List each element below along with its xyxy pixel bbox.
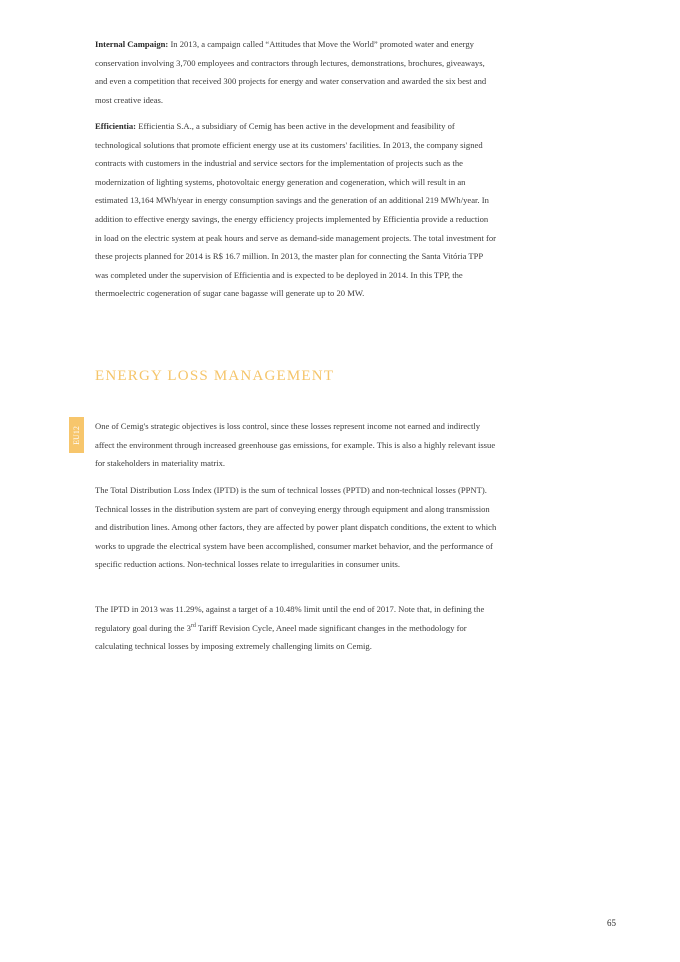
eu12-tag-label: EU12: [72, 425, 82, 445]
internal-campaign-paragraph: [95, 35, 497, 109]
iptd-2013-text-end: Tariff Revision Cycle, Aneel made significant changes in the methodology for calculating technical losses by imposing extremely challenging limits on Cemig.: [95, 622, 467, 652]
internal-campaign-label: Internal Campaign:: [95, 39, 169, 49]
internal-campaign-text: In 2013, a campaign called “Attitudes that Move the World” promoted water and energy conservation involving 3,700 employees and contractors through lectures, demonstrations, brochures, giveaways, and even a competition that received 300 projects for energy and water conservation and awarded the six best and most creative ideas.: [95, 39, 487, 105]
page-number: 65: [607, 918, 616, 928]
efficientia-text: Efficientia S.A., a subsidiary of Cemig has been active in the development and feasibility of technological solutions that promote efficient energy use at its customers' facilities. In 2013, the company signed contracts with customers in the industrial and service sectors for the implementation of projects such as the modernization of lighting systems, photovoltaic energy generation and cogeneration, which will result in an estimated 13,164 MWh/year in energy consumption savings and the generation of an additional 219 MWh/year. In addition to effective energy savings, the energy efficiency projects implemented by Efficientia provide a reduction in load on the electric system at peak hours and serve as demand-side management projects. The total investment for these projects planned for 2014 is R$ 16.7 million. In 2013, the master plan for connecting the Santa Vitória TPP was completed under the supervision of Efficientia and is expected to be deployed in 2014. In this TPP, the thermoelectric cogeneration of sugar cane bagasse will generate up to 20 MW.: [95, 121, 496, 299]
iptd-2013-text-start: The IPTD in 2013 was 11.29%, against a target of a 10.48% limit until the end of 2017. Note that, in defining the regulatory goal during the 3: [95, 604, 485, 633]
section-heading: ENERGY LOSS MANAGEMENT: [95, 368, 335, 384]
iptd-definition-paragraph: The Total Distribution Loss Index (IPTD) is the sum of technical losses (PPTD) and non-technical losses (PPNT). Technical losses in the distribution system are part of conveying energy through equipment and along transmission and distribution lines. Among other factors, they are affected by power plant dispatch conditions, the extent to which works to upgrade the electrical system have been accomplished, consumer market behavior, and the performance of specific reduction actions. Non-technical losses relate to irregularities in consumer units.: [95, 485, 497, 570]
iptd-2013-paragraph: [95, 600, 497, 656]
efficientia-paragraph: [95, 117, 497, 303]
eu12-tag: [69, 417, 84, 453]
efficientia-label: Efficientia:: [95, 121, 137, 131]
ordinal-suffix: rd: [190, 622, 196, 629]
loss-control-paragraph: One of Cemig's strategic objectives is loss control, since these losses represent income not earned and indirectly affect the environment through increased greenhouse gas emissions, for example. This is also a highly relevant issue for stakeholders in materiality matrix.: [95, 421, 496, 469]
